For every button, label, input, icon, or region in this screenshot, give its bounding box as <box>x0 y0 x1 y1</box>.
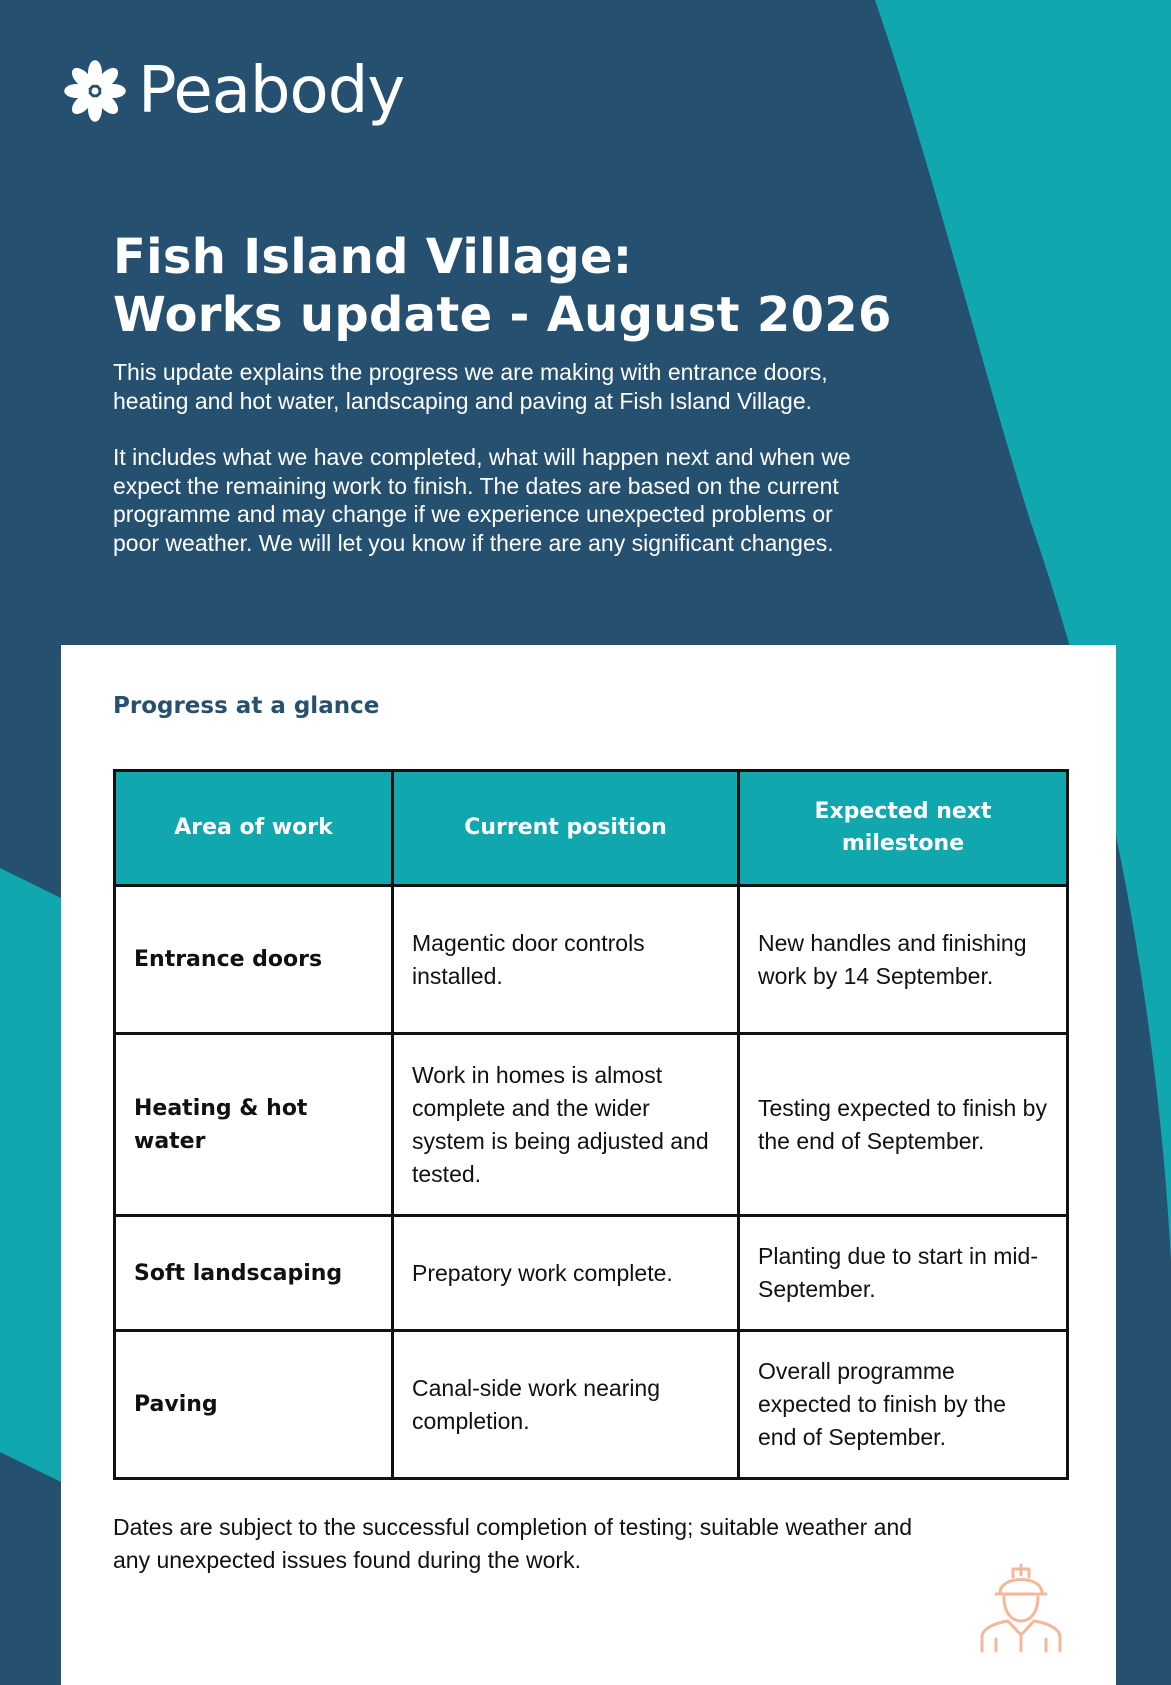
intro-text <box>113 358 873 585</box>
area-cell: Heating & hot water <box>115 1034 393 1216</box>
milestone-cell: New handles and finishing work by 14 September. <box>739 886 1068 1034</box>
milestone-cell: Planting due to start in mid-September. <box>739 1216 1068 1331</box>
intro-paragraph-1: This update explains the progress we are making with entrance doors, heating and hot water, landscaping and paving at Fish Island Village. <box>113 359 828 414</box>
table-header-row <box>115 771 1068 886</box>
brand-name: Peabody <box>138 54 405 128</box>
column-header-milestone: Expected next milestone <box>739 771 1068 886</box>
milestone-cell: Overall programme expected to finish by the end of September. <box>739 1331 1068 1479</box>
flower-logo-icon <box>60 56 130 126</box>
footnote: Dates are subject to the successful completion of testing; suitable weather and any unexpected issues found during the work. <box>113 1514 913 1573</box>
area-cell: Entrance doors <box>115 886 393 1034</box>
position-cell: Work in homes is almost complete and the wider system is being adjusted and tested. <box>393 1034 739 1216</box>
table-row <box>115 1034 1068 1216</box>
area-cell: Paving <box>115 1331 393 1479</box>
construction-worker-icon <box>974 1557 1068 1653</box>
intro-paragraph-2: It includes what we have completed, what will happen next and when we expect the remaining work to finish. The dates are based on the current programme and may change if we experience unexpected problems or poor weather. We will let you know if there are any significant changes. <box>113 444 851 556</box>
area-cell: Soft landscaping <box>115 1216 393 1331</box>
table-row <box>115 1331 1068 1479</box>
column-header-position: Current position <box>393 771 739 886</box>
title-line-2: Works update - August 2026 <box>113 287 892 343</box>
progress-card <box>61 645 1116 1685</box>
progress-table <box>113 769 1069 1480</box>
column-header-area: Area of work <box>115 771 393 886</box>
table-row <box>115 886 1068 1034</box>
milestone-cell: Testing expected to finish by the end of September. <box>739 1034 1068 1216</box>
position-cell: Canal-side work nearing completion. <box>393 1331 739 1479</box>
position-cell: Magentic door controls installed. <box>393 886 739 1034</box>
title-line-1: Fish Island Village: <box>113 229 633 285</box>
section-heading: Progress at a glance <box>113 693 380 719</box>
page-title <box>113 228 892 344</box>
teal-band-left <box>0 868 61 1482</box>
table-row <box>115 1216 1068 1331</box>
peabody-logo <box>60 56 404 126</box>
position-cell: Prepatory work complete. <box>393 1216 739 1331</box>
